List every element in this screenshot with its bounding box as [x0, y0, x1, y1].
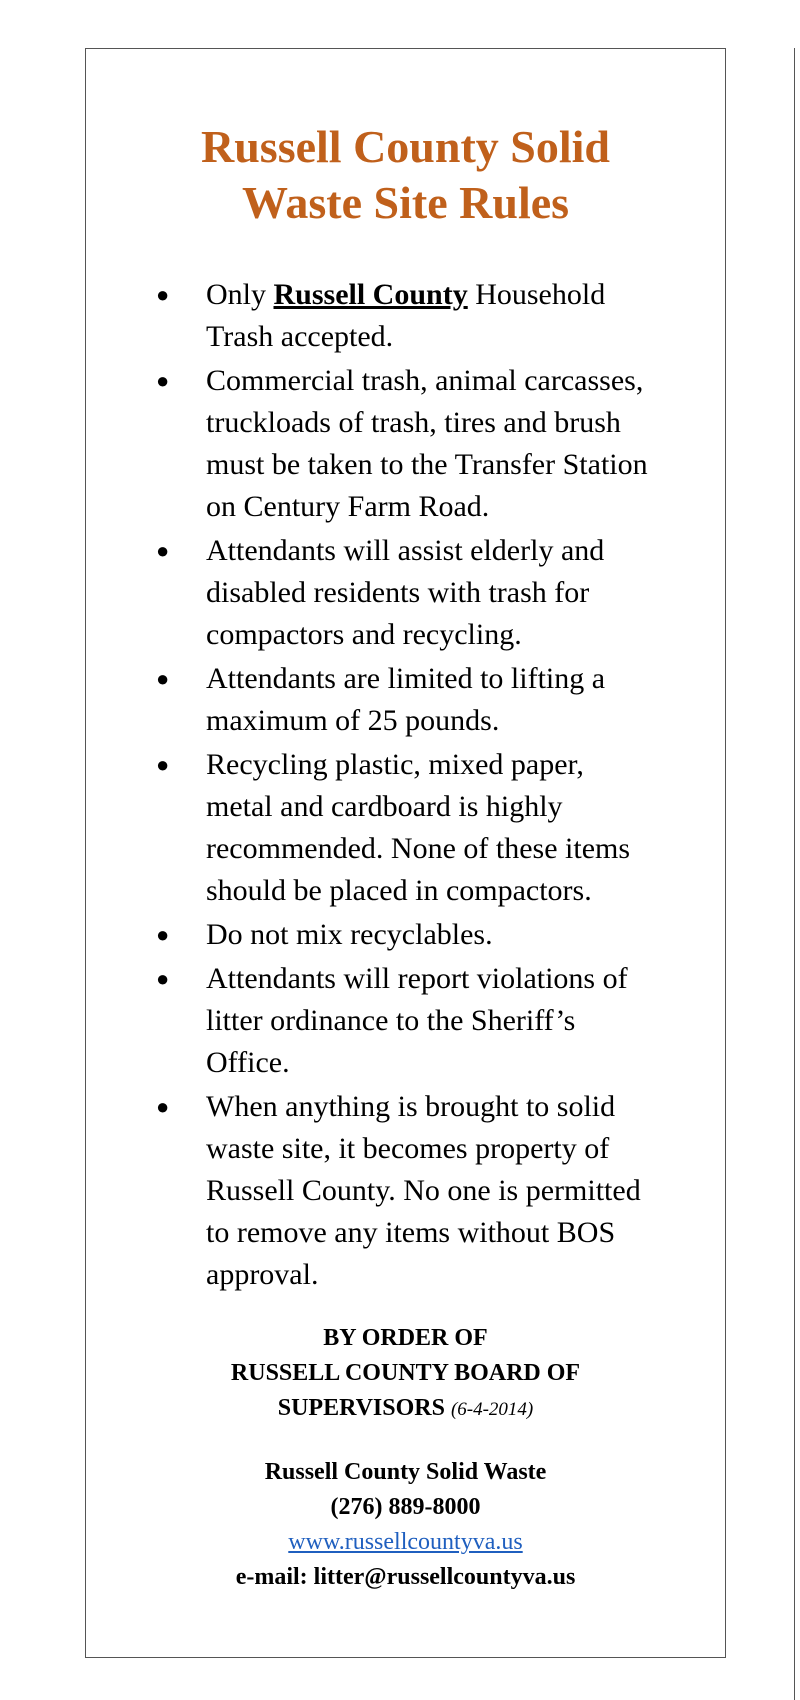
rule-text: Household — [467, 278, 606, 311]
bullet-icon: ● — [156, 922, 170, 947]
rule-line: litter ordinance to the Sheriff’s — [206, 1004, 576, 1037]
bullet-icon: ● — [156, 966, 170, 991]
rule-item — [86, 530, 725, 656]
rule-line: truckloads of trash, tires and brush — [206, 406, 621, 439]
rules-panel — [85, 48, 726, 1658]
title-line-1: Russell County Solid — [200, 121, 610, 172]
rule-line: compactors and recycling. — [206, 618, 522, 651]
rule-line: Office. — [206, 1046, 290, 1079]
rule-item — [86, 914, 725, 956]
rule-item — [86, 744, 725, 912]
contact-phone: (276) 889-8000 — [330, 1494, 481, 1520]
rule-line: Recycling plastic, mixed paper, — [206, 748, 584, 781]
rule-line: on Century Farm Road. — [206, 490, 490, 523]
bullet-icon: ● — [156, 368, 170, 393]
rule-line: Do not mix recyclables. — [206, 918, 493, 951]
rule-line: waste site, it becomes property of — [206, 1132, 610, 1165]
rule-line: maximum of 25 pounds. — [206, 704, 500, 737]
rule-line: Commercial trash, animal carcasses, — [206, 364, 644, 397]
rule-emphasis: Russell County — [273, 278, 468, 311]
website-link[interactable]: www.russellcountyva.us — [288, 1529, 523, 1555]
bullet-icon: ● — [156, 666, 170, 691]
order-line-2: RUSSELL COUNTY BOARD OF — [230, 1360, 581, 1386]
rule-text: Only — [206, 278, 274, 311]
rule-line: metal and cardboard is highly — [206, 790, 563, 823]
rule-line: must be taken to the Transfer Station — [206, 448, 648, 481]
rule-line: to remove any items without BOS — [206, 1216, 616, 1249]
contact-email: e-mail: litter@russellcountyva.us — [235, 1564, 576, 1590]
rule-line: Attendants will report violations of — [206, 962, 628, 995]
bullet-icon: ● — [156, 752, 170, 777]
order-date: (6-4-2014) — [450, 1399, 534, 1420]
rule-item — [86, 658, 725, 742]
contact-name: Russell County Solid Waste — [264, 1459, 547, 1485]
bullet-icon: ● — [156, 1094, 170, 1119]
rule-item — [86, 360, 725, 528]
rule-line: approval. — [206, 1258, 319, 1291]
rule-line: recommended. None of these items — [206, 832, 631, 865]
bullet-icon: ● — [156, 538, 170, 563]
rule-item — [86, 274, 725, 358]
title-line-2: Waste Site Rules — [241, 177, 570, 228]
rule-line — [206, 274, 705, 316]
rule-line: disabled residents with trash for — [206, 576, 590, 609]
rules-list — [86, 274, 725, 1298]
rule-line: When anything is brought to solid — [206, 1090, 616, 1123]
rule-line: should be placed in compactors. — [206, 874, 592, 907]
adjacent-panel-edge — [794, 48, 795, 1700]
rule-line: Attendants are limited to lifting a — [206, 662, 606, 695]
order-supervisors: SUPERVISORS — [277, 1395, 445, 1421]
rule-item — [86, 958, 725, 1084]
order-line-3 — [86, 1391, 725, 1427]
rule-line: Russell County. No one is permitted — [206, 1174, 641, 1207]
rule-line: Trash accepted. — [206, 320, 394, 353]
order-line-1: BY ORDER OF — [323, 1325, 488, 1351]
order-statement — [86, 1321, 725, 1427]
rule-line: Attendants will assist elderly and — [206, 534, 605, 567]
rule-item — [86, 1086, 725, 1296]
page-title — [86, 119, 725, 231]
bullet-icon: ● — [156, 282, 170, 307]
contact-block — [86, 1455, 725, 1595]
